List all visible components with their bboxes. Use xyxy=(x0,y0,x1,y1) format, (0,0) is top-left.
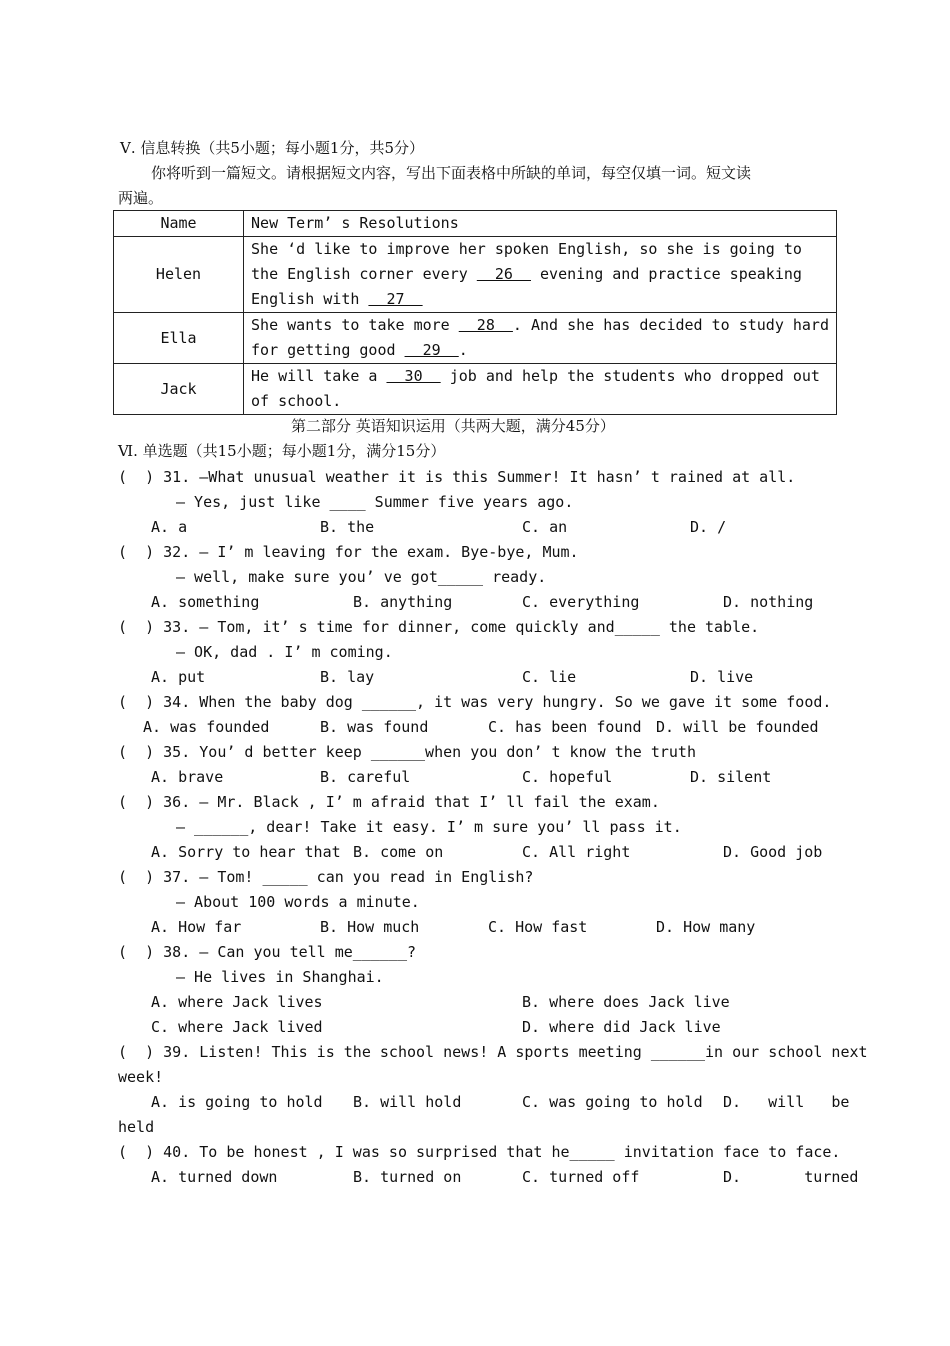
q37-option-a[interactable]: A. How far xyxy=(151,918,242,936)
question-36: ( ) 36. — Mr. Black , I’ m afraid that I’ ll fail the exam. xyxy=(118,793,660,811)
q40-option-a[interactable]: A. turned down xyxy=(151,1168,278,1186)
row-description xyxy=(244,313,837,364)
q36-option-b[interactable]: B. come on xyxy=(353,843,444,861)
desc-text: the English corner every xyxy=(251,265,477,283)
table-row xyxy=(114,237,837,313)
desc-line xyxy=(251,262,829,287)
q31-option-d[interactable]: D. / xyxy=(690,518,727,536)
row-name: Jack xyxy=(114,364,244,415)
header-title: New Term’ s Resolutions xyxy=(244,211,837,237)
q38-option-a[interactable]: A. where Jack lives xyxy=(151,993,323,1011)
q39-option-d-cont: held xyxy=(118,1118,155,1136)
answer-blank-30[interactable]: 30 xyxy=(386,367,441,385)
q34-option-d[interactable]: D. will be founded xyxy=(656,718,819,736)
q35-option-a[interactable]: A. brave xyxy=(151,768,224,786)
resolutions-table xyxy=(113,210,837,415)
desc-line xyxy=(251,287,829,312)
desc-text: . And she has decided to study hard xyxy=(512,316,829,334)
question-34: ( ) 34. When the baby dog ______, it was very hungry. So we gave it some food. xyxy=(118,693,832,711)
desc-text: He will take a xyxy=(251,367,387,385)
q39-option-b[interactable]: B. will hold xyxy=(353,1093,462,1111)
table-row xyxy=(114,364,837,415)
q34-option-b[interactable]: B. was found xyxy=(320,718,429,736)
question-38: ( ) 38. — Can you tell me______? xyxy=(118,943,417,961)
q31-option-b[interactable]: B. the xyxy=(320,518,375,536)
desc-text: evening and practice speaking xyxy=(530,265,802,283)
question-38-reply: — He lives in Shanghai. xyxy=(176,968,384,986)
row-name: Helen xyxy=(114,237,244,313)
q37-option-d[interactable]: D. How many xyxy=(656,918,756,936)
question-36-reply: — ______, dear! Take it easy. I’ m sure you’ ll pass it. xyxy=(176,818,682,836)
q32-option-c[interactable]: C. everything xyxy=(522,593,640,611)
answer-blank-29[interactable]: 29 xyxy=(404,341,459,359)
q38-option-c[interactable]: C. where Jack lived xyxy=(151,1018,323,1036)
section-5-heading: Ⅴ. 信息转换（共5小题；每小题1分，共5分） xyxy=(120,139,425,157)
q36-option-d[interactable]: D. Good job xyxy=(723,843,823,861)
q38-option-d[interactable]: D. where did Jack live xyxy=(522,1018,721,1036)
question-33-reply: — OK, dad . I’ m coming. xyxy=(176,643,393,661)
desc-line xyxy=(251,364,829,389)
answer-blank-27[interactable]: 27 xyxy=(368,290,423,308)
answer-blank-28[interactable]: 28 xyxy=(458,316,513,334)
desc-text: She wants to take more xyxy=(251,316,459,334)
q32-option-a[interactable]: A. something xyxy=(151,593,260,611)
q33-option-c[interactable]: C. lie xyxy=(522,668,577,686)
q39-option-c[interactable]: C. was going to hold xyxy=(522,1093,703,1111)
q33-option-b[interactable]: B. lay xyxy=(320,668,375,686)
section-5-instruction-cont: 两遍。 xyxy=(118,189,164,207)
desc-text: . xyxy=(458,341,468,359)
table-row xyxy=(114,313,837,364)
q40-option-c[interactable]: C. turned off xyxy=(522,1168,640,1186)
question-39-cont: week! xyxy=(118,1068,164,1086)
question-35: ( ) 35. You’ d better keep ______when you don’ t know the truth xyxy=(118,743,696,761)
q35-option-c[interactable]: C. hopeful xyxy=(522,768,613,786)
question-31-reply: — Yes, just like ____ Summer five years ago. xyxy=(176,493,574,511)
q34-option-c[interactable]: C. has been found xyxy=(488,718,642,736)
row-name: Ella xyxy=(114,313,244,364)
q31-option-c[interactable]: C. an xyxy=(522,518,568,536)
q38-option-b[interactable]: B. where does Jack live xyxy=(522,993,730,1011)
desc-line xyxy=(251,313,829,338)
part-2-heading: 第二部分 英语知识运用（共两大题，满分45分） xyxy=(291,417,615,435)
table-header-row xyxy=(114,211,837,237)
q32-option-b[interactable]: B. anything xyxy=(353,593,453,611)
desc-line: She ‘d like to improve her spoken English, so she is going to xyxy=(251,240,802,258)
question-37-reply: — About 100 words a minute. xyxy=(176,893,420,911)
q39-option-d[interactable]: D. will be xyxy=(723,1093,850,1111)
q35-option-d[interactable]: D. silent xyxy=(690,768,772,786)
desc-text: English with xyxy=(251,290,369,308)
desc-line xyxy=(251,338,829,363)
row-description xyxy=(244,237,837,313)
q34-option-a[interactable]: A. was founded xyxy=(143,718,270,736)
question-33: ( ) 33. — Tom, it’ s time for dinner, come quickly and_____ the table. xyxy=(118,618,760,636)
q31-option-a[interactable]: A. a xyxy=(151,518,188,536)
question-39: ( ) 39. Listen! This is the school news! A sports meeting ______in our school next xyxy=(118,1043,868,1061)
question-31: ( ) 31. —What unusual weather it is this Summer! It hasn’ t rained at all. xyxy=(118,468,796,486)
q40-option-d[interactable]: D. turned xyxy=(723,1168,859,1186)
q35-option-b[interactable]: B. careful xyxy=(320,768,411,786)
question-40: ( ) 40. To be honest , I was so surprised that he_____ invitation face to face. xyxy=(118,1143,841,1161)
q32-option-d[interactable]: D. nothing xyxy=(723,593,814,611)
desc-text: for getting good xyxy=(251,341,405,359)
desc-text: job and help the students who dropped out xyxy=(440,367,820,385)
row-description xyxy=(244,364,837,415)
question-32: ( ) 32. — I’ m leaving for the exam. Bye-bye, Mum. xyxy=(118,543,579,561)
q37-option-b[interactable]: B. How much xyxy=(320,918,420,936)
section-6-heading: Ⅵ. 单选题（共15小题；每小题1分，满分15分） xyxy=(118,442,446,460)
q33-option-a[interactable]: A. put xyxy=(151,668,206,686)
answer-blank-26[interactable]: 26 xyxy=(476,265,531,283)
question-32-reply: — well, make sure you’ ve got_____ ready. xyxy=(176,568,547,586)
q37-option-c[interactable]: C. How fast xyxy=(488,918,588,936)
section-5-instruction: 你将听到一篇短文。请根据短文内容，写出下面表格中所缺的单词，每空仅填一词。短文读 xyxy=(151,164,752,182)
q40-option-b[interactable]: B. turned on xyxy=(353,1168,462,1186)
q33-option-d[interactable]: D. live xyxy=(690,668,754,686)
header-name: Name xyxy=(114,211,244,237)
desc-line: of school. xyxy=(251,392,342,410)
q36-option-a[interactable]: A. Sorry to hear that xyxy=(151,843,341,861)
q36-option-c[interactable]: C. All right xyxy=(522,843,631,861)
question-37: ( ) 37. — Tom! _____ can you read in English? xyxy=(118,868,534,886)
q39-option-a[interactable]: A. is going to hold xyxy=(151,1093,323,1111)
